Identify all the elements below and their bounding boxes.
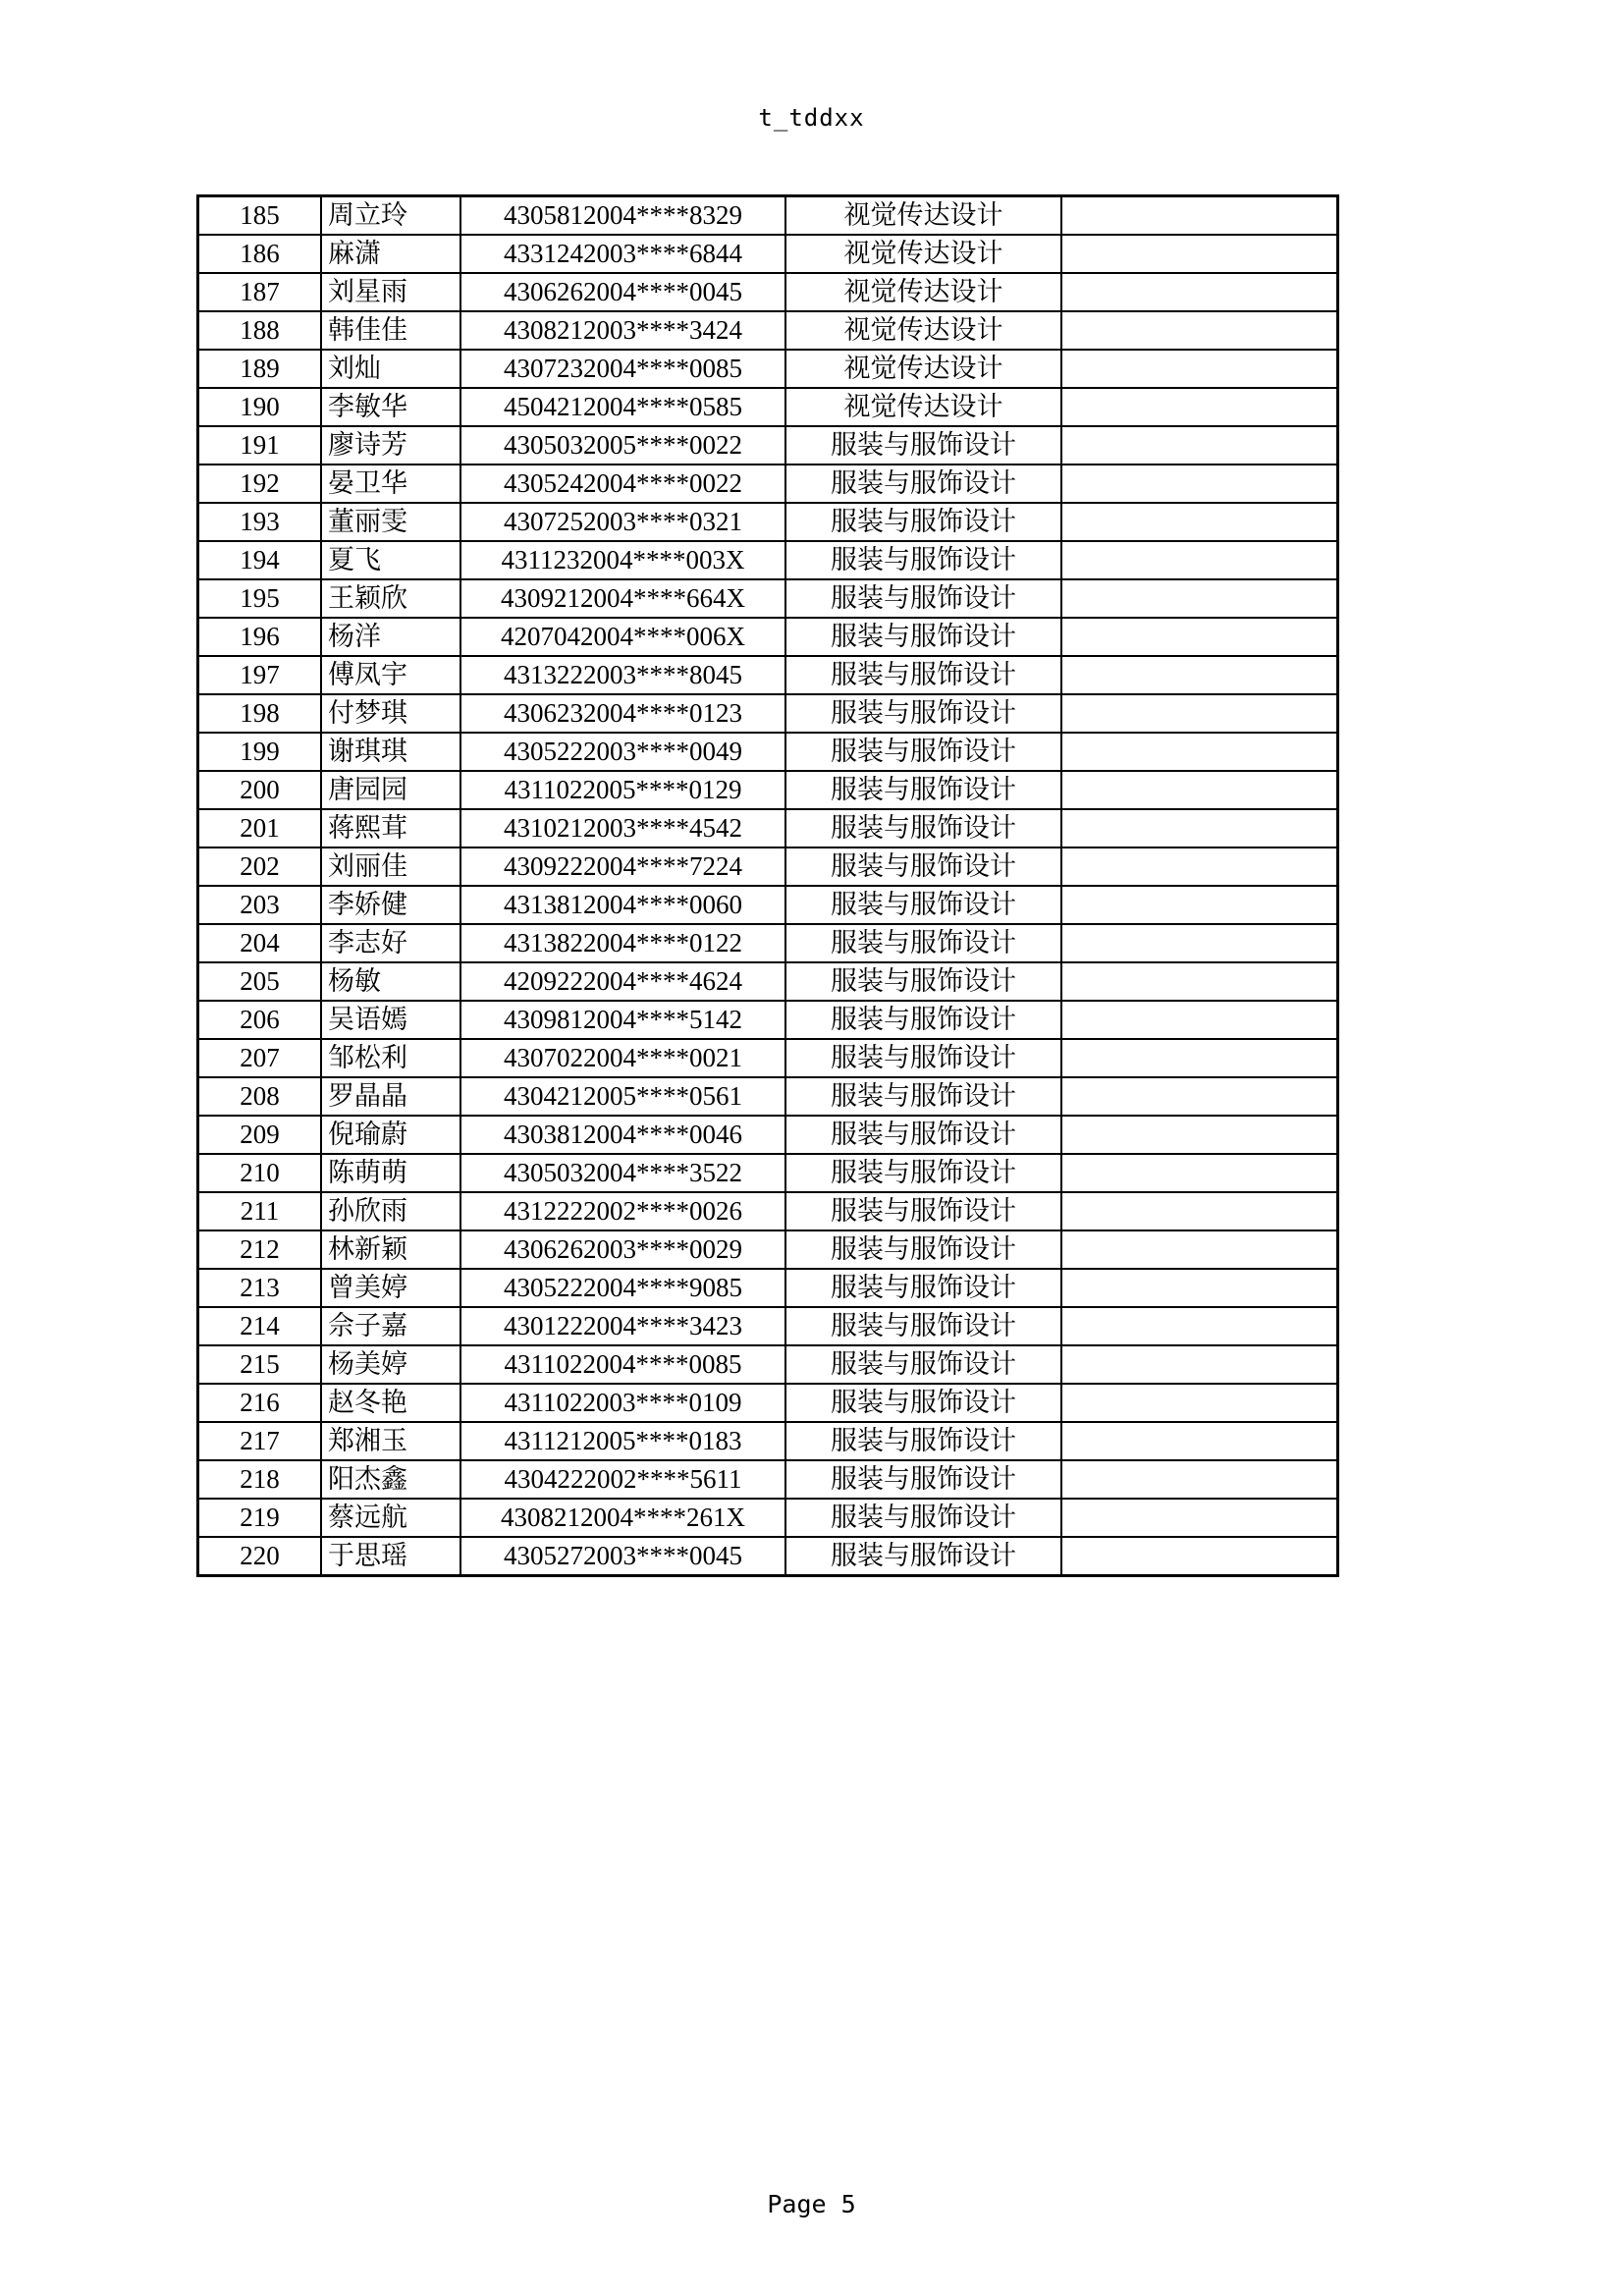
table-row — [198, 350, 1338, 388]
table-row — [198, 1230, 1338, 1269]
note-cell — [1061, 503, 1338, 541]
id-number-cell: 4313822004****0122 — [460, 924, 785, 962]
table-row — [198, 1116, 1338, 1154]
note-cell — [1061, 1499, 1338, 1537]
note-cell — [1061, 579, 1338, 618]
student-name-cell: 杨敏 — [321, 962, 460, 1001]
table-row — [198, 1269, 1338, 1307]
id-number-cell: 4306262003****0029 — [460, 1230, 785, 1269]
major-cell: 服装与服饰设计 — [785, 1230, 1061, 1269]
id-number-cell: 4308212003****3424 — [460, 311, 785, 350]
id-number-cell: 4307022004****0021 — [460, 1039, 785, 1077]
table-row — [198, 235, 1338, 273]
note-cell — [1061, 350, 1338, 388]
student-name-cell: 阳杰鑫 — [321, 1460, 460, 1499]
row-number-cell: 218 — [198, 1460, 322, 1499]
table-row — [198, 1192, 1338, 1230]
note-cell — [1061, 886, 1338, 924]
id-number-cell: 4308212004****261X — [460, 1499, 785, 1537]
note-cell — [1061, 1384, 1338, 1422]
id-number-cell: 4303812004****0046 — [460, 1116, 785, 1154]
student-name-cell: 曾美婷 — [321, 1269, 460, 1307]
major-cell: 服装与服饰设计 — [785, 1384, 1061, 1422]
student-name-cell: 刘丽佳 — [321, 847, 460, 886]
table-row — [198, 388, 1338, 426]
note-cell — [1061, 1345, 1338, 1384]
table-row — [198, 618, 1338, 656]
note-cell — [1061, 235, 1338, 273]
major-cell: 视觉传达设计 — [785, 350, 1061, 388]
major-cell: 服装与服饰设计 — [785, 503, 1061, 541]
table-row — [198, 771, 1338, 809]
id-number-cell: 4310212003****4542 — [460, 809, 785, 847]
page-header-title: t_tddxx — [758, 104, 865, 132]
table-row — [198, 196, 1338, 236]
row-number-cell: 201 — [198, 809, 322, 847]
student-name-cell: 李娇健 — [321, 886, 460, 924]
student-name-cell: 吴语嫣 — [321, 1001, 460, 1039]
row-number-cell: 195 — [198, 579, 322, 618]
student-name-cell: 赵冬艳 — [321, 1384, 460, 1422]
student-name-cell: 倪瑜蔚 — [321, 1116, 460, 1154]
row-number-cell: 200 — [198, 771, 322, 809]
note-cell — [1061, 1422, 1338, 1460]
table-row — [198, 503, 1338, 541]
student-name-cell: 罗晶晶 — [321, 1077, 460, 1116]
id-number-cell: 4309222004****7224 — [460, 847, 785, 886]
note-cell — [1061, 1039, 1338, 1077]
note-cell — [1061, 1001, 1338, 1039]
table-row — [198, 694, 1338, 733]
major-cell: 服装与服饰设计 — [785, 426, 1061, 465]
note-cell — [1061, 1154, 1338, 1192]
note-cell — [1061, 388, 1338, 426]
id-number-cell: 4304222002****5611 — [460, 1460, 785, 1499]
note-cell — [1061, 694, 1338, 733]
student-name-cell: 晏卫华 — [321, 465, 460, 503]
id-number-cell: 4313222003****8045 — [460, 656, 785, 694]
major-cell: 服装与服饰设计 — [785, 694, 1061, 733]
row-number-cell: 202 — [198, 847, 322, 886]
id-number-cell: 4311022005****0129 — [460, 771, 785, 809]
major-cell: 服装与服饰设计 — [785, 1077, 1061, 1116]
major-cell: 视觉传达设计 — [785, 388, 1061, 426]
id-number-cell: 4305222004****9085 — [460, 1269, 785, 1307]
note-cell — [1061, 733, 1338, 771]
student-name-cell: 郑湘玉 — [321, 1422, 460, 1460]
student-name-cell: 李志好 — [321, 924, 460, 962]
major-cell: 服装与服饰设计 — [785, 618, 1061, 656]
student-name-cell: 林新颖 — [321, 1230, 460, 1269]
student-name-cell: 傅凤宇 — [321, 656, 460, 694]
note-cell — [1061, 656, 1338, 694]
student-name-cell: 刘星雨 — [321, 273, 460, 311]
major-cell: 服装与服饰设计 — [785, 1116, 1061, 1154]
note-cell — [1061, 809, 1338, 847]
row-number-cell: 208 — [198, 1077, 322, 1116]
row-number-cell: 194 — [198, 541, 322, 579]
note-cell — [1061, 1230, 1338, 1269]
major-cell: 服装与服饰设计 — [785, 465, 1061, 503]
row-number-cell: 217 — [198, 1422, 322, 1460]
student-name-cell: 蔡远航 — [321, 1499, 460, 1537]
row-number-cell: 187 — [198, 273, 322, 311]
student-name-cell: 付梦琪 — [321, 694, 460, 733]
id-number-cell: 4311212005****0183 — [460, 1422, 785, 1460]
major-cell: 服装与服饰设计 — [785, 924, 1061, 962]
note-cell — [1061, 426, 1338, 465]
row-number-cell: 205 — [198, 962, 322, 1001]
student-name-cell: 廖诗芳 — [321, 426, 460, 465]
row-number-cell: 198 — [198, 694, 322, 733]
row-number-cell: 215 — [198, 1345, 322, 1384]
id-number-cell: 4311022003****0109 — [460, 1384, 785, 1422]
note-cell — [1061, 541, 1338, 579]
student-name-cell: 李敏华 — [321, 388, 460, 426]
id-number-cell: 4305222003****0049 — [460, 733, 785, 771]
student-name-cell: 谢琪琪 — [321, 733, 460, 771]
major-cell: 服装与服饰设计 — [785, 733, 1061, 771]
major-cell: 服装与服饰设计 — [785, 1039, 1061, 1077]
student-name-cell: 董丽雯 — [321, 503, 460, 541]
table-row — [198, 1307, 1338, 1345]
id-number-cell: 4307232004****0085 — [460, 350, 785, 388]
student-name-cell: 杨美婷 — [321, 1345, 460, 1384]
major-cell: 服装与服饰设计 — [785, 1307, 1061, 1345]
id-number-cell: 4309812004****5142 — [460, 1001, 785, 1039]
table-row — [198, 426, 1338, 465]
id-number-cell: 4305812004****8329 — [460, 196, 785, 236]
note-cell — [1061, 196, 1338, 236]
major-cell: 服装与服饰设计 — [785, 656, 1061, 694]
major-cell: 视觉传达设计 — [785, 311, 1061, 350]
note-cell — [1061, 771, 1338, 809]
id-number-cell: 4311232004****003X — [460, 541, 785, 579]
student-name-cell: 唐园园 — [321, 771, 460, 809]
id-number-cell: 4313812004****0060 — [460, 886, 785, 924]
table-row — [198, 1077, 1338, 1116]
table-row — [198, 733, 1338, 771]
id-number-cell: 4312222002****0026 — [460, 1192, 785, 1230]
row-number-cell: 219 — [198, 1499, 322, 1537]
major-cell: 服装与服饰设计 — [785, 771, 1061, 809]
id-number-cell: 4307252003****0321 — [460, 503, 785, 541]
major-cell: 视觉传达设计 — [785, 235, 1061, 273]
student-name-cell: 杨洋 — [321, 618, 460, 656]
row-number-cell: 204 — [198, 924, 322, 962]
row-number-cell: 197 — [198, 656, 322, 694]
row-number-cell: 206 — [198, 1001, 322, 1039]
student-name-cell: 麻潇 — [321, 235, 460, 273]
id-number-cell: 4305242004****0022 — [460, 465, 785, 503]
student-name-cell: 夏飞 — [321, 541, 460, 579]
row-number-cell: 213 — [198, 1269, 322, 1307]
table-row — [198, 1345, 1338, 1384]
note-cell — [1061, 618, 1338, 656]
table-row — [198, 1460, 1338, 1499]
table-row — [198, 1384, 1338, 1422]
row-number-cell: 210 — [198, 1154, 322, 1192]
table-row — [198, 1154, 1338, 1192]
row-number-cell: 220 — [198, 1537, 322, 1576]
id-number-cell: 4304212005****0561 — [460, 1077, 785, 1116]
table-row — [198, 924, 1338, 962]
table-row — [198, 809, 1338, 847]
table-row — [198, 847, 1338, 886]
table-row — [198, 1001, 1338, 1039]
row-number-cell: 203 — [198, 886, 322, 924]
id-number-cell: 4305272003****0045 — [460, 1537, 785, 1576]
note-cell — [1061, 1116, 1338, 1154]
major-cell: 服装与服饰设计 — [785, 886, 1061, 924]
row-number-cell: 188 — [198, 311, 322, 350]
table-row — [198, 541, 1338, 579]
row-number-cell: 192 — [198, 465, 322, 503]
major-cell: 服装与服饰设计 — [785, 809, 1061, 847]
id-number-cell: 4311022004****0085 — [460, 1345, 785, 1384]
row-number-cell: 211 — [198, 1192, 322, 1230]
row-number-cell: 191 — [198, 426, 322, 465]
note-cell — [1061, 1192, 1338, 1230]
note-cell — [1061, 847, 1338, 886]
note-cell — [1061, 311, 1338, 350]
row-number-cell: 199 — [198, 733, 322, 771]
student-name-cell: 于思瑶 — [321, 1537, 460, 1576]
id-number-cell: 4207042004****006X — [460, 618, 785, 656]
student-name-cell: 孙欣雨 — [321, 1192, 460, 1230]
id-number-cell: 4209222004****4624 — [460, 962, 785, 1001]
id-number-cell: 4504212004****0585 — [460, 388, 785, 426]
table-row — [198, 962, 1338, 1001]
student-name-cell: 韩佳佳 — [321, 311, 460, 350]
table-row — [198, 1499, 1338, 1537]
major-cell: 服装与服饰设计 — [785, 1460, 1061, 1499]
student-name-cell: 王颖欣 — [321, 579, 460, 618]
student-name-cell: 邹松利 — [321, 1039, 460, 1077]
row-number-cell: 216 — [198, 1384, 322, 1422]
table-row — [198, 886, 1338, 924]
student-name-cell: 陈萌萌 — [321, 1154, 460, 1192]
row-number-cell: 209 — [198, 1116, 322, 1154]
student-name-cell: 佘子嘉 — [321, 1307, 460, 1345]
table-row — [198, 579, 1338, 618]
note-cell — [1061, 1077, 1338, 1116]
id-number-cell: 4306232004****0123 — [460, 694, 785, 733]
student-name-cell: 刘灿 — [321, 350, 460, 388]
major-cell: 服装与服饰设计 — [785, 847, 1061, 886]
note-cell — [1061, 962, 1338, 1001]
row-number-cell: 193 — [198, 503, 322, 541]
major-cell: 视觉传达设计 — [785, 273, 1061, 311]
major-cell: 视觉传达设计 — [785, 196, 1061, 236]
major-cell: 服装与服饰设计 — [785, 541, 1061, 579]
major-cell: 服装与服饰设计 — [785, 1192, 1061, 1230]
note-cell — [1061, 465, 1338, 503]
table-row — [198, 1039, 1338, 1077]
row-number-cell: 196 — [198, 618, 322, 656]
major-cell: 服装与服饰设计 — [785, 1345, 1061, 1384]
roster-table-body — [198, 196, 1338, 1576]
id-number-cell: 4309212004****664X — [460, 579, 785, 618]
note-cell — [1061, 1307, 1338, 1345]
row-number-cell: 214 — [198, 1307, 322, 1345]
row-number-cell: 185 — [198, 196, 322, 236]
note-cell — [1061, 273, 1338, 311]
note-cell — [1061, 924, 1338, 962]
id-number-cell: 4305032005****0022 — [460, 426, 785, 465]
note-cell — [1061, 1460, 1338, 1499]
note-cell — [1061, 1537, 1338, 1576]
id-number-cell: 4331242003****6844 — [460, 235, 785, 273]
major-cell: 服装与服饰设计 — [785, 1269, 1061, 1307]
table-row — [198, 1537, 1338, 1576]
roster-table — [196, 194, 1339, 1577]
table-row — [198, 465, 1338, 503]
major-cell: 服装与服饰设计 — [785, 1499, 1061, 1537]
major-cell: 服装与服饰设计 — [785, 1537, 1061, 1576]
row-number-cell: 207 — [198, 1039, 322, 1077]
table-row — [198, 1422, 1338, 1460]
major-cell: 服装与服饰设计 — [785, 962, 1061, 1001]
id-number-cell: 4305032004****3522 — [460, 1154, 785, 1192]
note-cell — [1061, 1269, 1338, 1307]
id-number-cell: 4306262004****0045 — [460, 273, 785, 311]
table-row — [198, 656, 1338, 694]
page-number: Page 5 — [767, 2190, 856, 2218]
row-number-cell: 190 — [198, 388, 322, 426]
row-number-cell: 186 — [198, 235, 322, 273]
table-row — [198, 311, 1338, 350]
row-number-cell: 189 — [198, 350, 322, 388]
major-cell: 服装与服饰设计 — [785, 1154, 1061, 1192]
major-cell: 服装与服饰设计 — [785, 579, 1061, 618]
id-number-cell: 4301222004****3423 — [460, 1307, 785, 1345]
student-name-cell: 蒋熙茸 — [321, 809, 460, 847]
major-cell: 服装与服饰设计 — [785, 1001, 1061, 1039]
table-row — [198, 273, 1338, 311]
row-number-cell: 212 — [198, 1230, 322, 1269]
major-cell: 服装与服饰设计 — [785, 1422, 1061, 1460]
student-name-cell: 周立玲 — [321, 196, 460, 236]
